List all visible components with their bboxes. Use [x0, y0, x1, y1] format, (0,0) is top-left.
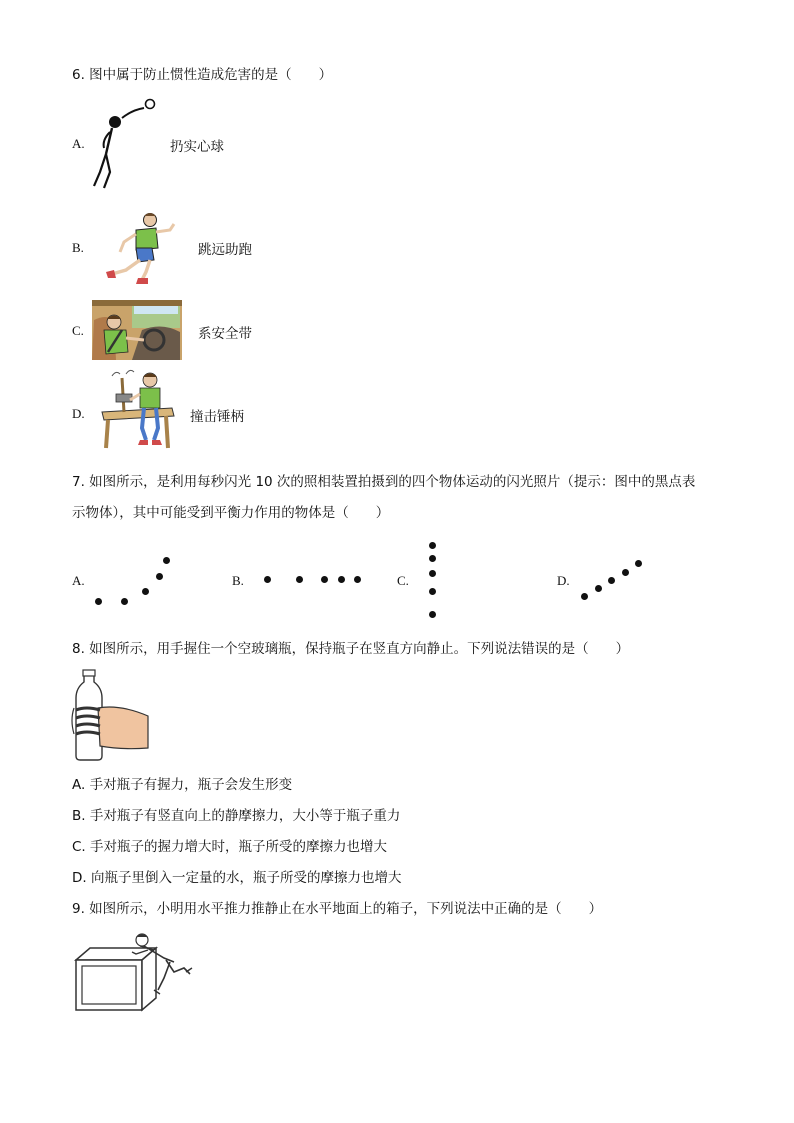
q8-option-d: D. 向瓶子里倒入一定量的水，瓶子所受的摩擦力也增大 [72, 870, 402, 886]
q7-option-a-letter: A. [72, 573, 85, 588]
q6-option-a-letter: A. [72, 136, 85, 151]
q7-option-c-letter: C. [397, 573, 409, 588]
q7-a-dot [156, 573, 163, 580]
q6-option-c-text: 系安全带 [198, 326, 252, 342]
q7-c-dot [429, 588, 436, 595]
q9-image-boy-pushing-box [74, 932, 196, 1016]
q6-stem: 6. 图中属于防止惯性造成危害的是（ ） [72, 67, 333, 83]
q7-d-dot [635, 560, 642, 567]
q6-option-a-text: 扔实心球 [170, 139, 224, 155]
q7-d-dot [608, 577, 615, 584]
q7-stem-line1: 7. 如图所示，是利用每秒闪光 10 次的照相装置拍摄到的四个物体运动的闪光照片（提示：图中的黑点表 [72, 474, 696, 490]
q7-b-dot [354, 576, 361, 583]
q6-option-d-letter: D. [72, 406, 85, 421]
q7-c-dot [429, 542, 436, 549]
q6-image-long-jump-runner [100, 208, 180, 286]
q7-b-dot [264, 576, 271, 583]
q6-image-throw-ball [88, 96, 168, 192]
q7-c-dot [429, 555, 436, 562]
q7-option-d-letter: D. [557, 573, 570, 588]
q6-image-hammer-handle [96, 368, 180, 452]
q8-image-hand-holding-bottle [70, 670, 152, 760]
q7-option-b-letter: B. [232, 573, 244, 588]
q9-stem: 9. 如图所示，小明用水平推力推静止在水平地面上的箱子，下列说法中正确的是（ ） [72, 901, 603, 917]
q7-c-dot [429, 570, 436, 577]
q7-a-dot [142, 588, 149, 595]
q7-stem-line2: 示物体），其中可能受到平衡力作用的物体是（ ） [72, 505, 390, 521]
q8-option-a: A. 手对瓶子有握力，瓶子会发生形变 [72, 777, 293, 793]
q8-stem: 8. 如图所示，用手握住一个空玻璃瓶，保持瓶子在竖直方向静止。下列说法错误的是（ ） [72, 641, 630, 657]
q7-d-dot [595, 585, 602, 592]
q6-option-d-text: 撞击锤柄 [190, 409, 244, 425]
q7-a-dot [163, 557, 170, 564]
q7-c-dot [429, 611, 436, 618]
q6-image-car-seatbelt [92, 300, 182, 360]
q7-b-dot [338, 576, 345, 583]
q6-option-b-letter: B. [72, 240, 84, 255]
q8-option-c: C. 手对瓶子的握力增大时，瓶子所受的摩擦力也增大 [72, 839, 388, 855]
q7-a-dot [121, 598, 128, 605]
q7-b-dot [296, 576, 303, 583]
q8-option-b: B. 手对瓶子有竖直向上的静摩擦力，大小等于瓶子重力 [72, 808, 401, 824]
q7-a-dot [95, 598, 102, 605]
q6-option-c-letter: C. [72, 323, 84, 338]
q7-b-dot [321, 576, 328, 583]
q6-option-b-text: 跳远助跑 [198, 242, 252, 258]
q7-d-dot [622, 569, 629, 576]
q7-d-dot [581, 593, 588, 600]
